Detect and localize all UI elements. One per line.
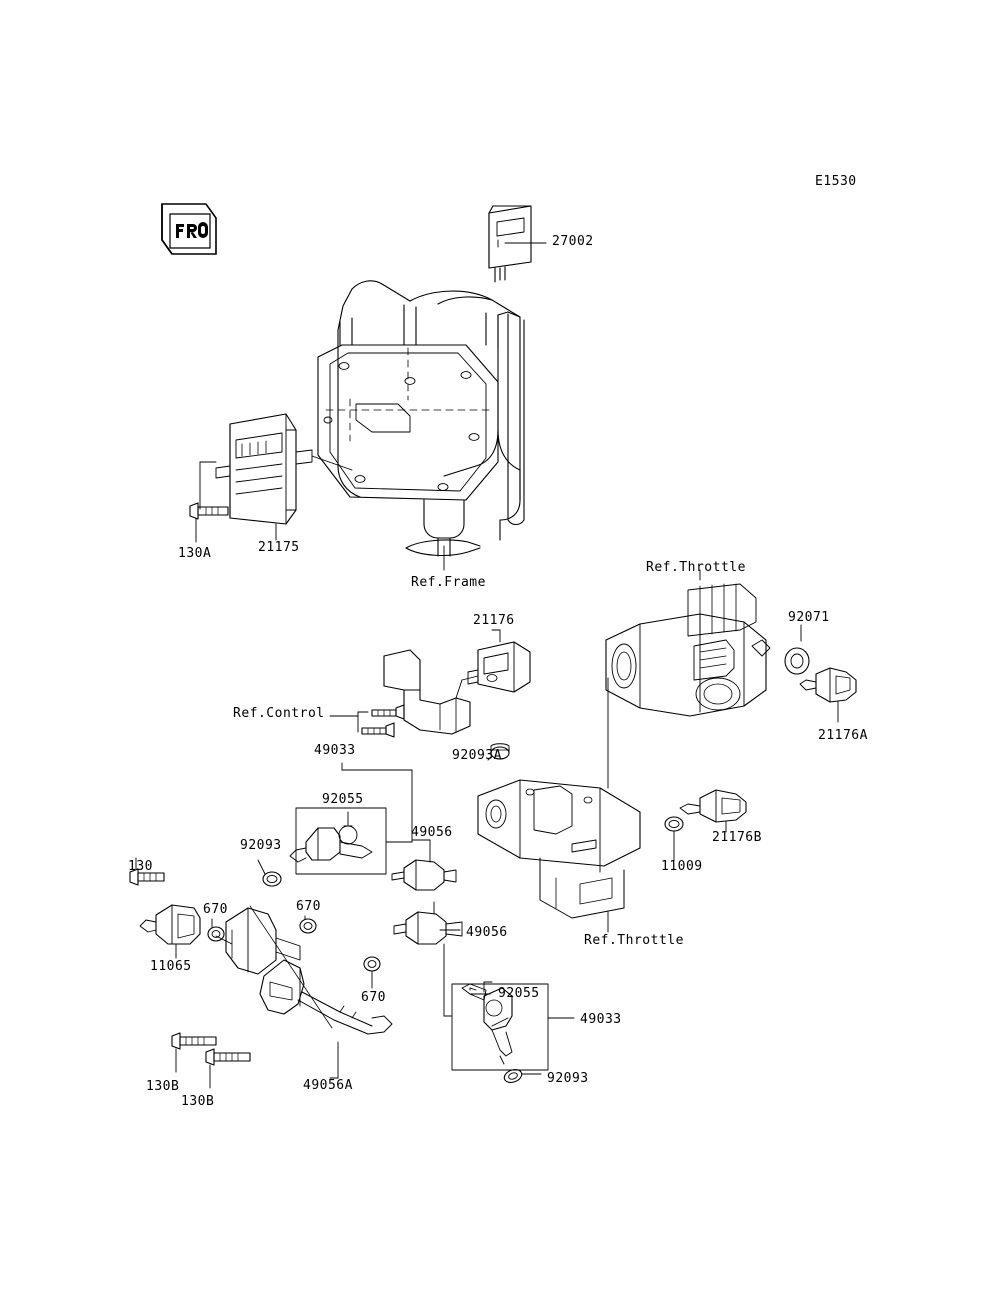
part-130B-bolt-a [172, 1033, 216, 1072]
label-670-a: 670 [203, 902, 228, 917]
part-ref-control-bracket [330, 650, 478, 737]
label-11009: 11009 [661, 859, 703, 874]
label-21176B: 21176B [712, 830, 762, 845]
part-49056-connector-upper [392, 840, 456, 890]
label-49033-upper: 49033 [314, 743, 356, 758]
part-92071-grommet [785, 625, 809, 674]
part-21176B-sensor [680, 790, 746, 832]
label-ref-control: Ref.Control [233, 706, 325, 721]
part-130B-bolt-b [206, 1049, 250, 1088]
label-49056-upper: 49056 [411, 825, 453, 840]
part-49056-connector-lower [394, 902, 462, 944]
label-ref-throttle-top: Ref.Throttle [646, 560, 746, 575]
part-ref-frame [318, 281, 524, 570]
label-92055-upper: 92055 [322, 792, 364, 807]
part-11065-cap [140, 905, 200, 958]
label-130A: 130A [178, 546, 212, 561]
label-92055-lower: 92055 [498, 986, 540, 1001]
label-27002: 27002 [552, 234, 594, 249]
label-21176: 21176 [473, 613, 515, 628]
label-21175: 21175 [258, 540, 300, 555]
part-ref-throttle-body [606, 570, 770, 716]
label-ref-throttle-bottom: Ref.Throttle [584, 933, 684, 948]
label-92093A: 92093A [452, 748, 502, 763]
part-670-washer-b [300, 916, 316, 933]
part-27002-relay [489, 206, 531, 282]
label-670-c: 670 [361, 990, 386, 1005]
part-49033-injector-upper [290, 763, 412, 874]
part-11009-gasket [665, 817, 683, 860]
diagram-code: E1530 [815, 174, 857, 189]
part-ref-throttle-intake-manifold [478, 678, 640, 932]
label-49056-lower: 49056 [466, 925, 508, 940]
label-11065: 11065 [150, 959, 192, 974]
part-130A-bolt [190, 503, 228, 542]
label-92093-lower: 92093 [547, 1071, 589, 1086]
label-130: 130 [128, 859, 153, 874]
part-49033-injector-lower [444, 944, 574, 1070]
label-130B-b: 130B [181, 1094, 215, 1109]
part-21176-sensor [468, 630, 530, 692]
part-670-washer-a [208, 919, 224, 941]
label-92071: 92071 [788, 610, 830, 625]
part-21175-ecu [216, 414, 312, 540]
label-670-b: 670 [296, 899, 321, 914]
label-49033-lower: 49033 [580, 1012, 622, 1027]
part-21176A-sensor [800, 668, 856, 722]
label-92093-upper: 92093 [240, 838, 282, 853]
part-670-washer-c [364, 957, 380, 988]
label-ref-frame: Ref.Frame [411, 575, 486, 590]
label-21176A: 21176A [818, 728, 868, 743]
label-49056A: 49056A [303, 1078, 353, 1093]
part-92093-seal-upper [258, 860, 281, 886]
label-130B-a: 130B [146, 1079, 180, 1094]
